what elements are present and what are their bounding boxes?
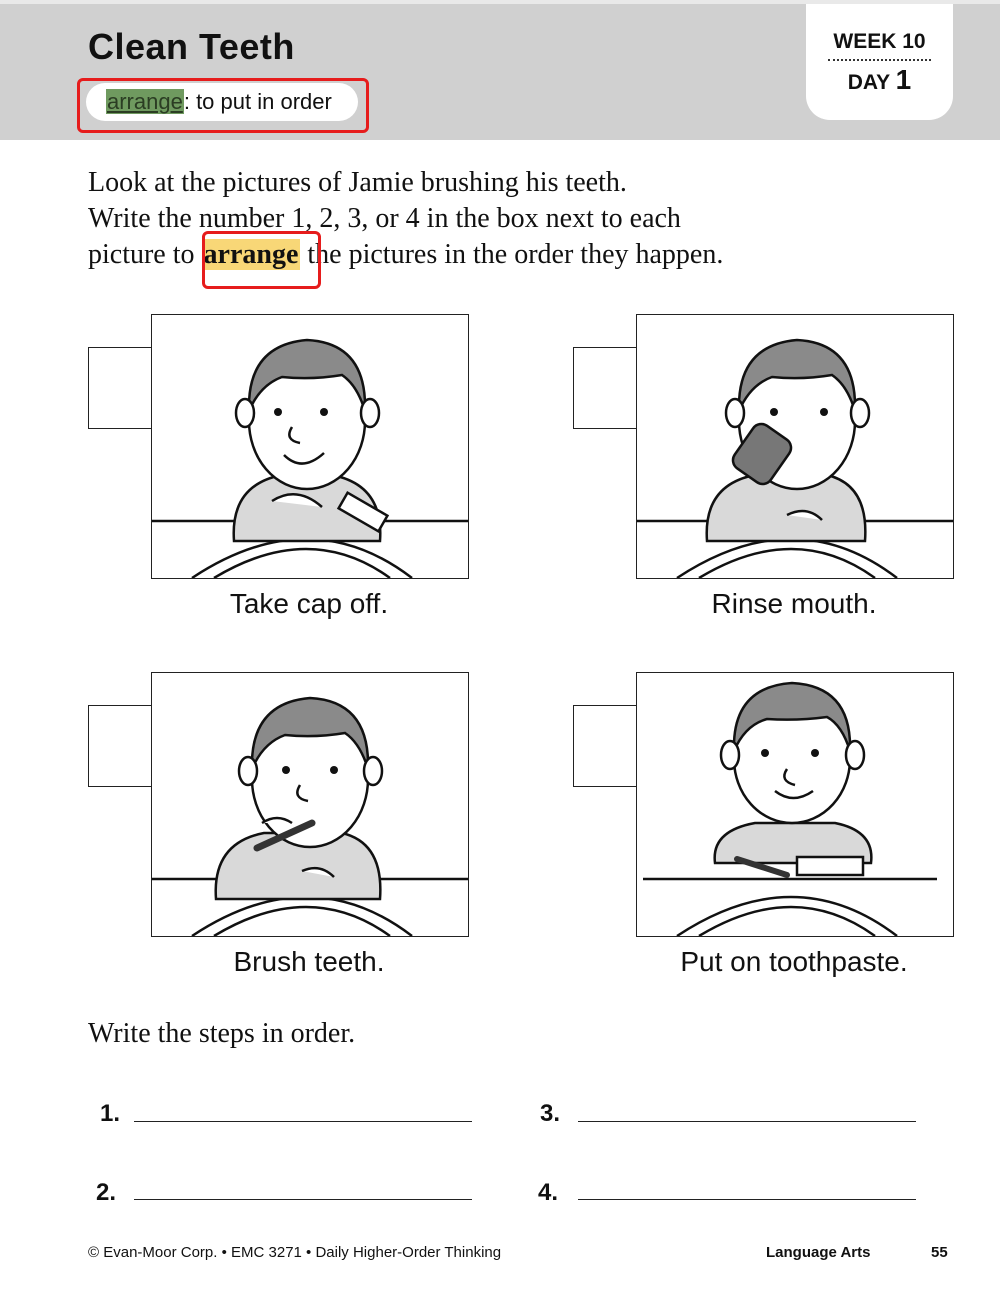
- boy-brushing-teeth-icon: [152, 673, 468, 936]
- day-text: DAY: [847, 71, 896, 94]
- step-answer-line-4[interactable]: [578, 1199, 916, 1200]
- picture-frame-1: [151, 314, 469, 579]
- boy-rinsing-mouth-icon: [637, 315, 953, 578]
- step-answer-line-1[interactable]: [134, 1121, 472, 1122]
- vocabulary-annotation-box: [77, 78, 369, 133]
- picture-caption-2: Rinse mouth.: [711, 588, 877, 619]
- dotted-divider: [828, 59, 931, 61]
- picture-caption-3: Brush teeth.: [233, 946, 385, 977]
- day-label: [806, 64, 953, 96]
- step-answer-line-2[interactable]: [134, 1199, 472, 1200]
- day-number: 1: [895, 64, 912, 95]
- picture-frame-3: [151, 672, 469, 937]
- instructions-line-2: Write the number 1, 2, 3, or 4 in the box next to each: [88, 203, 681, 234]
- page-title: Clean Teeth: [88, 26, 295, 67]
- step-number-2: 2.: [96, 1179, 117, 1206]
- page-number: 55: [931, 1244, 948, 1261]
- vocabulary-definition: : to put in order: [183, 89, 332, 114]
- picture-caption-4: Put on toothpaste.: [680, 946, 908, 977]
- picture-frame-2: [636, 314, 954, 579]
- instructions-line-3-end: the pictures in the order they happen.: [300, 239, 724, 270]
- week-day-card: [806, 4, 953, 120]
- step-number-1: 1.: [100, 1100, 121, 1127]
- vocabulary-word: arrange: [107, 89, 183, 114]
- picture-frame-4: [636, 672, 954, 937]
- highlight-annotation-box: [202, 231, 321, 289]
- boy-taking-cap-off-icon: [152, 315, 468, 578]
- step-number-4: 4.: [538, 1179, 559, 1206]
- footer-subject: Language Arts: [766, 1244, 871, 1261]
- picture-caption-1: Take cap off.: [229, 588, 389, 619]
- steps-heading: Write the steps in order.: [88, 1018, 356, 1049]
- footer-copyright: © Evan-Moor Corp. • EMC 3271 • Daily Higher-Order Thinking: [88, 1244, 502, 1261]
- instructions-line-3-start: picture to: [88, 239, 202, 270]
- step-number-3: 3.: [540, 1100, 561, 1127]
- week-label: WEEK 10: [833, 30, 926, 53]
- step-answer-line-3[interactable]: [578, 1121, 916, 1122]
- highlighted-word: arrange: [203, 239, 299, 270]
- instructions-line-1: Look at the pictures of Jamie brushing his teeth.: [88, 167, 627, 198]
- boy-putting-on-toothpaste-icon: [637, 673, 953, 936]
